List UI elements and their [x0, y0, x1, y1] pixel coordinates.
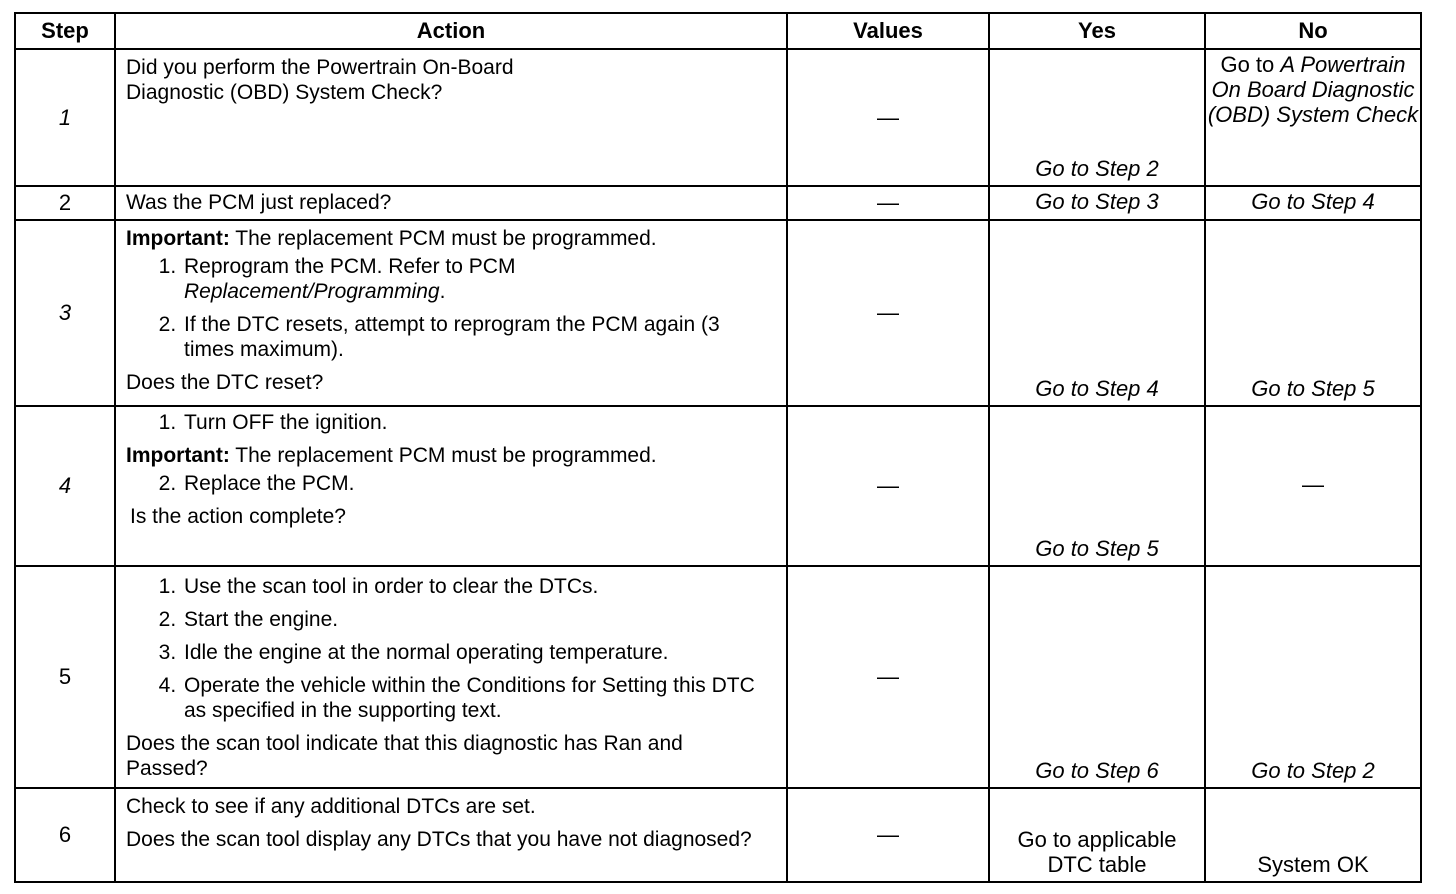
no-system-ok: System OK: [1205, 788, 1421, 882]
values-cell: —: [787, 186, 989, 220]
action-cell: [115, 220, 787, 406]
table-row: [15, 788, 1421, 882]
values-cell: —: [787, 788, 989, 882]
yes-applicable-dtc-table-link[interactable]: Go to applicable DTC table: [989, 788, 1205, 882]
list-item: [182, 254, 776, 304]
action-steps-list: [126, 574, 776, 723]
no-obd-system-check-link[interactable]: A Powertrain On Board Diagnostic (OBD) System Check: [1207, 52, 1419, 127]
diagnostic-table: [14, 12, 1422, 883]
important-label: Important:: [126, 444, 230, 467]
item-text: Operate the vehicle within the Conditions for Setting this DTC as specified in the supporting text.: [184, 674, 755, 722]
item-text: Turn OFF the ignition.: [184, 411, 388, 434]
header-yes: Yes: [989, 13, 1205, 49]
important-note: [126, 226, 776, 251]
item-text: Replace the PCM.: [184, 472, 355, 495]
no-go-to-step-4-link[interactable]: Go to Step 4: [1205, 186, 1421, 220]
table-row: [15, 566, 1421, 788]
action-cell: [115, 49, 787, 186]
yes-go-to-step-3-link[interactable]: Go to Step 3: [989, 186, 1205, 220]
action-cell: [115, 788, 787, 882]
step-number: 4: [15, 406, 115, 566]
yes-go-to-step-2-link[interactable]: Go to Step 2: [989, 49, 1205, 186]
header-no: No: [1205, 13, 1421, 49]
no-go-to-step-2-link[interactable]: Go to Step 2: [1205, 566, 1421, 788]
action-steps-list: [126, 410, 776, 435]
values-cell: —: [787, 406, 989, 566]
item-text: If the DTC resets, attempt to reprogram the PCM again (3 times maximum).: [184, 313, 720, 361]
pcm-replacement-programming-link[interactable]: Replacement/Programming: [184, 280, 440, 303]
values-cell: —: [787, 220, 989, 406]
header-step: Step: [15, 13, 115, 49]
important-text: The replacement PCM must be programmed.: [235, 227, 657, 250]
action-steps-list: [126, 471, 776, 496]
action-question: Is the action complete?: [130, 505, 346, 528]
action-question: Was the PCM just replaced?: [126, 191, 392, 214]
table-row: [15, 186, 1421, 220]
header-values: Values: [787, 13, 989, 49]
step-number: 1: [15, 49, 115, 186]
list-item: [182, 410, 776, 435]
item-end: .: [439, 280, 446, 303]
item-text: Start the engine.: [184, 608, 339, 631]
table-row: [15, 220, 1421, 406]
yes-go-to-step-5-link[interactable]: Go to Step 5: [989, 406, 1205, 566]
table-row: [15, 49, 1421, 186]
item-text: Reprogram the PCM.: [184, 255, 383, 278]
step-number: 3: [15, 220, 115, 406]
no-prefix: Go to: [1220, 52, 1275, 77]
action-question: Does the DTC reset?: [126, 371, 324, 394]
list-item: [182, 471, 776, 496]
list-item: [182, 640, 776, 665]
step-number: 6: [15, 788, 115, 882]
list-item: [182, 312, 744, 362]
list-item: [182, 574, 776, 599]
item-refer-text: Refer to PCM: [388, 255, 516, 278]
important-note: [126, 443, 776, 468]
list-item: [182, 607, 776, 632]
table-row: [15, 406, 1421, 566]
action-question: Did you perform the Powertrain On-Board Diagnostic (OBD) System Check?: [126, 56, 514, 104]
action-cell: [115, 406, 787, 566]
yes-go-to-step-6-link[interactable]: Go to Step 6: [989, 566, 1205, 788]
action-cell: [115, 566, 787, 788]
item-text: Use the scan tool in order to clear the DTCs.: [184, 575, 599, 598]
header-row: [15, 13, 1421, 49]
important-text: The replacement PCM must be programmed.: [235, 444, 657, 467]
step-number: 5: [15, 566, 115, 788]
action-question: Does the scan tool indicate that this diagnostic has Ran and Passed?: [126, 732, 683, 780]
important-label: Important:: [126, 227, 230, 250]
item-text: Idle the engine at the normal operating temperature.: [184, 641, 669, 664]
no-cell: —: [1205, 406, 1421, 566]
action-steps-list: [126, 254, 776, 362]
step-number: 2: [15, 186, 115, 220]
action-question: Does the scan tool display any DTCs that you have not diagnosed?: [126, 828, 752, 851]
yes-go-to-step-4-link[interactable]: Go to Step 4: [989, 220, 1205, 406]
action-cell: [115, 186, 787, 220]
action-text: Check to see if any additional DTCs are set.: [126, 795, 536, 818]
values-cell: —: [787, 566, 989, 788]
header-action: Action: [115, 13, 787, 49]
no-cell: [1205, 49, 1421, 186]
values-cell: —: [787, 49, 989, 186]
list-item: [182, 673, 774, 723]
no-go-to-step-5-link[interactable]: Go to Step 5: [1205, 220, 1421, 406]
